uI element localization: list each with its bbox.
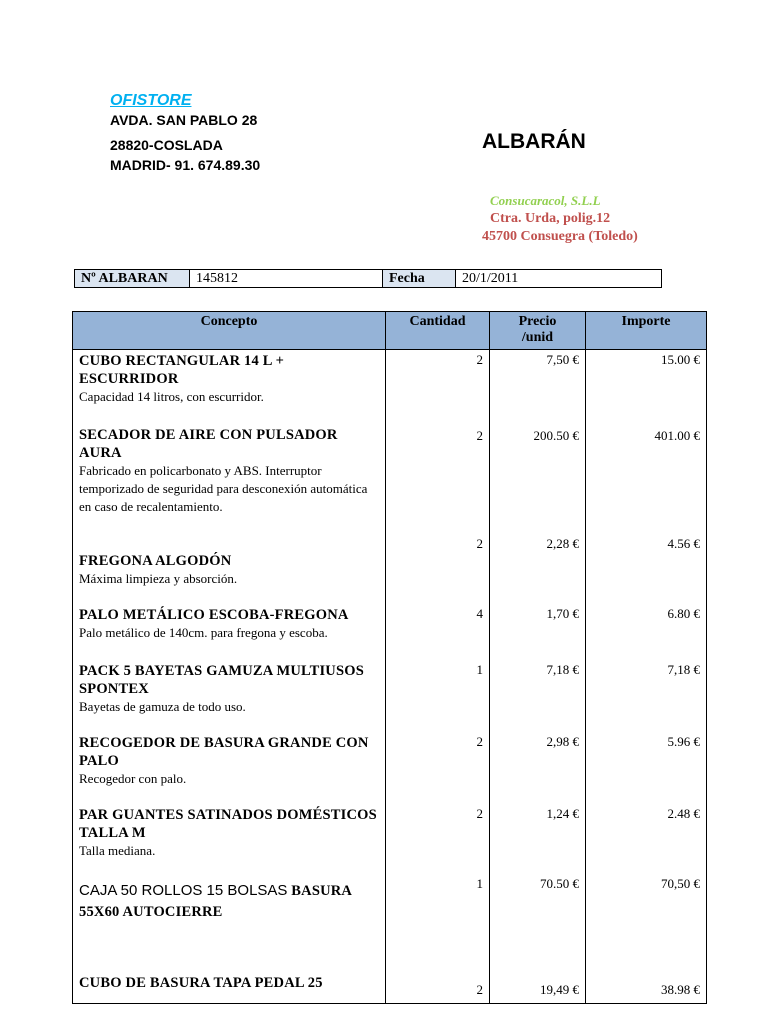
item-total: 5.96 € xyxy=(586,732,707,804)
sender-city: 28820-COSLADA xyxy=(110,137,223,153)
item-quantity: 4 xyxy=(386,604,490,660)
client-address: Ctra. Urda, polig.12 xyxy=(490,211,611,226)
item-quantity: 2 xyxy=(386,804,490,874)
item-total: 7,18 € xyxy=(586,660,707,732)
item-quantity: 1 xyxy=(386,874,490,974)
item-title: SECADOR DE AIRE CON PULSADOR AURA xyxy=(79,426,338,461)
client-name: Consucaracol, S.L.L xyxy=(490,193,601,208)
table-row xyxy=(73,804,707,874)
item-title xyxy=(79,880,379,923)
item-title: PALO METÁLICO ESCOBA-FREGONA xyxy=(79,606,349,623)
column-precio-line1: Precio xyxy=(518,314,557,329)
client-city: 45700 Consuegra (Toledo) xyxy=(482,229,638,244)
item-description: Máxima limpieza y absorción. xyxy=(79,570,238,586)
sender-name: OFISTORE xyxy=(110,92,192,109)
item-description: Recogedor con palo. xyxy=(79,770,187,786)
item-total: 70,50 € xyxy=(586,874,707,974)
item-title: CUBO DE BASURA TAPA PEDAL 25 xyxy=(79,974,323,991)
item-description: Palo metálico de 140cm. para fregona y escoba. xyxy=(79,624,328,640)
item-price: 200.50 € xyxy=(490,426,586,534)
table-row xyxy=(73,426,707,534)
albaran-number-value: 145812 xyxy=(190,270,383,288)
albaran-number-label: Nº ALBARAN xyxy=(75,270,190,288)
item-title: PAR GUANTES SATINADOS DOMÉSTICOS TALLA M xyxy=(79,806,377,841)
document-title: ALBARÁN xyxy=(482,130,586,153)
column-concepto: Concepto xyxy=(73,312,386,350)
table-row xyxy=(73,974,707,1004)
fecha-label: Fecha xyxy=(383,270,456,288)
table-row xyxy=(73,660,707,732)
item-description: Capacidad 14 litros, con escurridor. xyxy=(79,389,264,404)
item-description: Fabricado en policarbonato y ABS. Interruptor temporizado de seguridad para desconexión automática en caso de recalentamiento. xyxy=(79,462,368,514)
item-quantity: 2 xyxy=(386,732,490,804)
item-description: Talla mediana. xyxy=(79,842,156,858)
items-table xyxy=(72,311,707,1004)
sender-address: AVDA. SAN PABLO 28 xyxy=(110,112,258,128)
item-price: 19,49 € xyxy=(490,974,586,1004)
item-total: 4.56 € xyxy=(586,534,707,604)
table-row xyxy=(73,874,707,974)
item-price: 2,98 € xyxy=(490,732,586,804)
item-title: FREGONA ALGODÓN xyxy=(79,552,232,569)
item-price: 1,70 € xyxy=(490,604,586,660)
items-header-row xyxy=(73,312,707,350)
item-title-part2: BASURA 55X60 AUTOCIERRE xyxy=(79,882,352,920)
item-description: Bayetas de gamuza de todo uso. xyxy=(79,698,246,714)
item-total: 2.48 € xyxy=(586,804,707,874)
albaran-header-table xyxy=(74,269,662,288)
table-row xyxy=(73,732,707,804)
item-price: 2,28 € xyxy=(490,534,586,604)
sender-phone: MADRID- 91. 674.89.30 xyxy=(110,157,261,173)
item-quantity: 2 xyxy=(386,426,490,534)
table-row xyxy=(73,604,707,660)
column-importe: Importe xyxy=(586,312,707,350)
item-total: 6.80 € xyxy=(586,604,707,660)
table-row xyxy=(73,534,707,604)
item-title-part1: CAJA 50 ROLLOS 15 BOLSAS xyxy=(79,881,288,899)
item-total: 38.98 € xyxy=(586,974,707,1004)
item-total: 401.00 € xyxy=(586,426,707,534)
item-price: 7,18 € xyxy=(490,660,586,732)
item-price: 1,24 € xyxy=(490,804,586,874)
item-title: CUBO RECTANGULAR 14 L + ESCURRIDOR xyxy=(79,353,285,387)
item-title: RECOGEDOR DE BASURA GRANDE CON PALO xyxy=(79,734,369,769)
item-quantity: 2 xyxy=(386,974,490,1004)
column-precio xyxy=(490,312,586,350)
fecha-value: 20/1/2011 xyxy=(456,270,662,288)
column-cantidad: Cantidad xyxy=(386,312,490,350)
item-quantity: 2 xyxy=(386,534,490,604)
item-price: 7,50 € xyxy=(490,350,586,426)
item-quantity: 1 xyxy=(386,660,490,732)
column-precio-line2: /unid xyxy=(521,330,554,345)
item-title: PACK 5 BAYETAS GAMUZA MULTIUSOS SPONTEX xyxy=(79,662,364,697)
item-total: 15.00 € xyxy=(586,350,707,426)
item-price: 70.50 € xyxy=(490,874,586,974)
item-quantity: 2 xyxy=(386,350,490,426)
table-row xyxy=(73,350,707,426)
